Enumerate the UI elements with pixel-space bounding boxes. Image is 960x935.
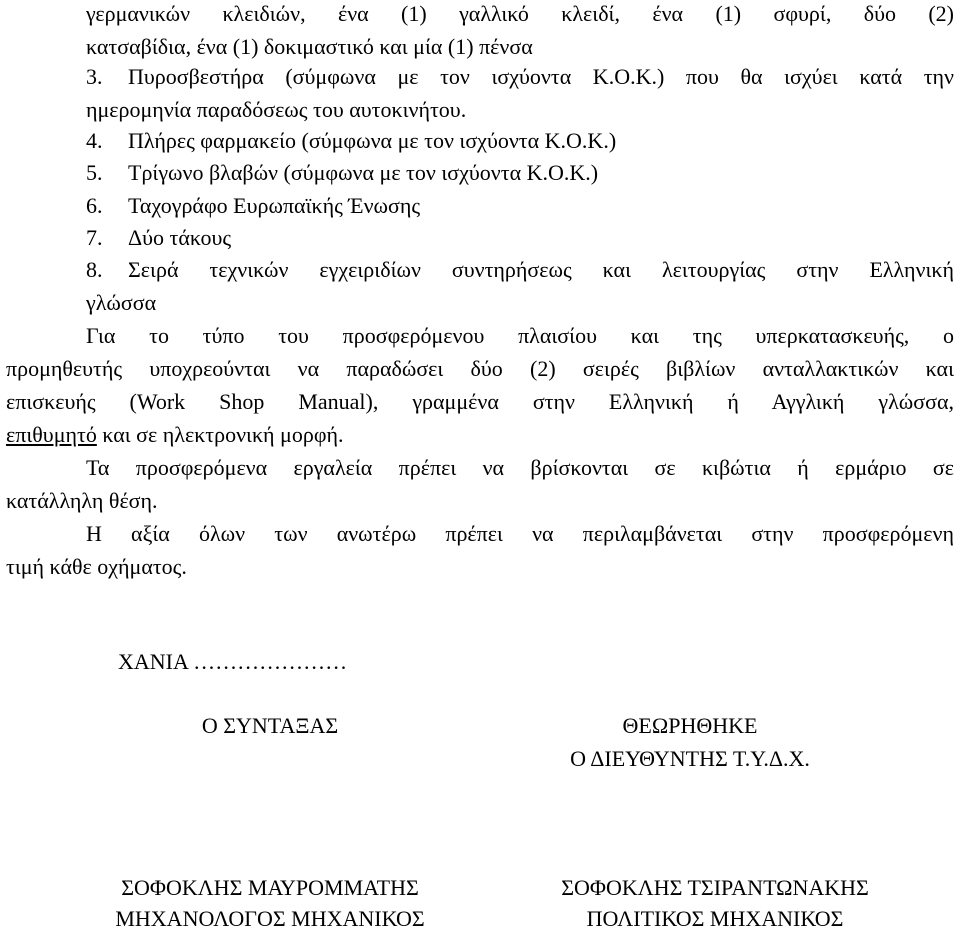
paragraph-line: κατάλληλη θέση. <box>6 488 158 513</box>
compiler-name: ΣΟΦΟΚΛΗΣ ΜΑΥΡΟΜΜΑΤΗΣ <box>121 875 419 900</box>
list-item-number: 8. <box>86 257 103 282</box>
director-name: ΣΟΦΟΚΛΗΣ ΤΣΙΡΑΝΤΩΝΑΚΗΣ <box>561 875 869 900</box>
list-continuation <box>86 0 954 63</box>
list-continuation-line-1: γερμανικών κλειδιών, ένα (1) γαλλικό κλειδί, ένα (1) σφυρί, δύο (2) <box>86 1 954 26</box>
list-item-line: Πυροσβεστήρα (σύμφωνα με τον ισχύοντα Κ.Ο.Κ.) που θα ισχύει κατά την <box>128 64 954 89</box>
list-continuation-line-2: κατσαβίδια, ένα (1) δοκιμαστικό και μία (1) πένσα <box>86 34 533 59</box>
paragraph-line: προμηθευτής υποχρεούνται να παραδώσει δύο (2) σειρές βιβλίων ανταλλακτικών και <box>6 356 954 381</box>
list-item-8 <box>86 253 954 319</box>
list-item-number: 7. <box>86 225 103 250</box>
director-title: Ο ΔΙΕΥΘΥΝΤΗΣ Τ.Υ.Δ.Χ. <box>570 746 810 771</box>
paragraph-line <box>6 418 954 451</box>
list-item-number: 3. <box>86 64 103 89</box>
list-item-line: ημερομηνία παραδόσεως του αυτοκινήτου. <box>86 97 467 122</box>
paragraph-manuals <box>6 319 954 451</box>
list-item-line: Δύο τάκους <box>128 225 232 250</box>
place-date: ΧΑΝΙΑ ………………… <box>118 649 348 674</box>
list-item-line: Σειρά τεχνικών εγχειριδίων συντηρήσεως και λειτουργίας στην Ελληνική <box>128 257 954 282</box>
compiler-title: Ο ΣΥΝΤΑΞΑΣ <box>201 713 339 738</box>
paragraph-tools <box>6 451 954 517</box>
director-role: ΠΟΛΙΤΙΚΟΣ ΜΗΧΑΝΙΚΟΣ <box>586 906 844 931</box>
paragraph-line: τιμή κάθε οχήματος. <box>6 554 187 579</box>
list-item-line: Ταχογράφο Ευρωπαϊκής Ένωσης <box>128 193 421 218</box>
paragraph-line: Τα προσφερόμενα εργαλεία πρέπει να βρίσκονται σε κιβώτια ή ερμάριο σε <box>86 455 954 480</box>
compiler-role: ΜΗΧΑΝΟΛΟΓΟΣ ΜΗΧΑΝΙΚΟΣ <box>115 906 425 931</box>
paragraph-line: Για το τύπο του προσφερόμενου πλαισίου και της υπερκατασκευής, ο <box>86 323 954 348</box>
paragraph-line: επισκευής (Work Shop Manual), γραμμένα στην Ελληνική ή Αγγλική γλώσσα, <box>6 389 954 414</box>
paragraph-line-rest: και σε ηλεκτρονική μορφή. <box>96 422 344 447</box>
list-item-number: 4. <box>86 128 103 153</box>
list-item-7 <box>86 221 954 254</box>
list-item-line: Πλήρες φαρμακείο (σύμφωνα με τον ισχύοντα Κ.Ο.Κ.) <box>128 128 617 153</box>
list-item-6 <box>86 189 954 222</box>
paragraph-line: Η αξία όλων των ανωτέρω πρέπει να περιλαμβάνεται στην προσφερόμενη <box>86 521 954 546</box>
list-item-number: 5. <box>86 160 103 185</box>
paragraph-price <box>6 517 954 583</box>
list-item-line: γλώσσα <box>86 290 157 315</box>
underlined-word: επιθυμητό <box>6 422 97 447</box>
list-item-line: Τρίγωνο βλαβών (σύμφωνα με τον ισχύοντα Κ.Ο.Κ.) <box>128 160 599 185</box>
list-item-3 <box>86 60 954 126</box>
list-item-5 <box>86 156 954 189</box>
list-item-4 <box>86 124 954 157</box>
list-item-number: 6. <box>86 193 103 218</box>
approved-title: ΘΕΩΡΗΘΗΚΕ <box>622 713 758 738</box>
